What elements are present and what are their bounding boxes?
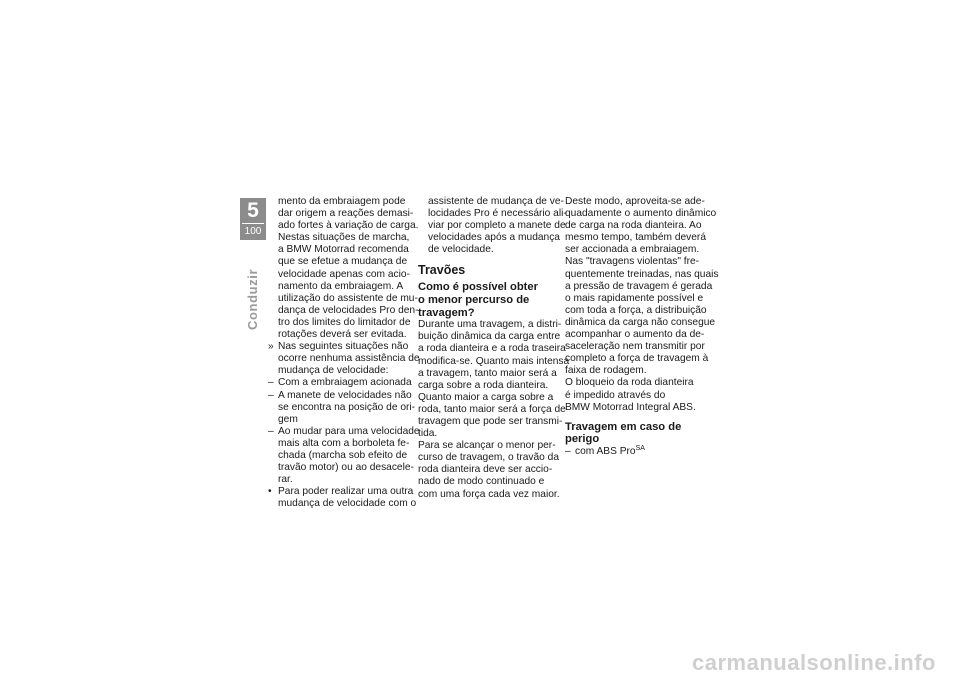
text-line: com toda a força, a distribuição <box>565 304 707 316</box>
text-line: faixa de rodagem. <box>565 365 647 377</box>
heading-line: travagem? <box>418 306 475 319</box>
intro-paragraph <box>268 196 419 341</box>
text-line: gem <box>278 413 298 425</box>
text-line: dinâmica da carga não consegue <box>565 316 716 328</box>
text-line: Durante uma travagem, a distri- <box>418 319 562 331</box>
text-line: A manete de velocidades não <box>278 389 412 401</box>
subheading <box>565 421 711 446</box>
text-line: ocorre nenhuma assistência de <box>278 353 420 365</box>
text-line: que se efetue a mudança de <box>278 256 408 268</box>
text-line: é impedido através do <box>565 389 666 401</box>
text-line: Quanto maior a carga sobre a <box>418 391 554 403</box>
section-heading: Travões <box>418 263 466 278</box>
text-line: com uma força cada vez maior. <box>418 488 560 500</box>
chapter-number: 5 <box>247 199 259 222</box>
watermark: carmanualsonline.info <box>692 650 936 675</box>
text-line: chada (marcha sob efeito de <box>278 449 408 461</box>
dash-marker: – <box>268 425 274 437</box>
chapter-divider <box>242 223 264 224</box>
text-line: dar origem a reações demasi- <box>278 208 414 220</box>
dash-marker: – <box>565 445 571 457</box>
text-line: de velocidade. <box>428 244 494 256</box>
text-line: tida. <box>418 428 438 440</box>
text-line: Nas "travagens violentas" fre- <box>565 256 700 268</box>
text-line: a travagem, tanto maior será a <box>418 367 557 379</box>
text-line: rotações deverá ser evitada. <box>278 329 407 341</box>
option-text: com ABS Pro <box>575 445 636 457</box>
text-line: travão motor) ou ao desacele- <box>278 462 414 474</box>
text-line: se encontra na posição de ori- <box>278 401 416 413</box>
body-paragraph <box>565 196 719 414</box>
text-line: quentemente treinadas, nas quais <box>565 268 719 280</box>
arrow-item <box>268 341 420 377</box>
text-line: Com a embraiagem acionada <box>278 377 412 389</box>
dash-item <box>268 425 420 486</box>
bullet-item <box>268 486 417 510</box>
heading-line: perigo <box>565 433 600 446</box>
text-line: namento da embraiagem. A <box>278 280 404 292</box>
text-line: utilização do assistente de mu- <box>278 292 418 304</box>
text-line: acompanhar o aumento da de- <box>565 329 705 341</box>
subheading <box>418 281 558 319</box>
text-line: assistente de mudança de ve- <box>428 196 564 207</box>
column-1 <box>268 196 420 510</box>
text-line: completo a força de travagem à <box>565 353 709 365</box>
text-line: modifica-se. Quanto mais intensa <box>418 355 570 367</box>
heading-line: Como é possível obter <box>418 281 538 294</box>
column-2 <box>418 196 570 501</box>
page-number: 100 <box>244 226 262 237</box>
text-line: ser accionada a embraiagem. <box>565 244 700 256</box>
text-line: velocidade apenas com acio- <box>278 268 410 280</box>
text-line: mudança de velocidade: <box>278 365 389 377</box>
heading-line: o menor percurso de <box>418 294 530 307</box>
text-line: mudança de velocidade com o <box>278 498 417 510</box>
text-line: carga sobre a roda dianteira. <box>418 379 549 391</box>
text-line: Ao mudar para uma velocidade <box>278 425 420 437</box>
text-line: a pressão de travagem é gerada <box>565 280 713 292</box>
text-line: rar. <box>278 474 293 486</box>
dash-item <box>268 377 412 389</box>
text-line: a BMW Motorrad recomenda <box>278 244 409 256</box>
bullet-marker: • <box>268 486 272 498</box>
chapter-tab <box>240 198 266 240</box>
text-line: de carga na roda dianteira. Ao <box>565 220 702 232</box>
arrow-marker: » <box>268 341 274 353</box>
text-line: roda dianteira deve ser accio- <box>418 464 553 476</box>
text-line: BMW Motorrad Integral ABS. <box>565 401 696 413</box>
text-line: roda, tanto maior será a força de <box>418 403 566 415</box>
heading-line: Travagem em caso de <box>565 420 682 433</box>
text-line: dança de velocidades Pro den- <box>278 304 419 316</box>
text-line: mesmo tempo, também deverá <box>565 232 706 244</box>
text-line: locidades Pro é necessário ali- <box>428 208 567 220</box>
text-line: Para se alcançar o menor per- <box>418 440 556 452</box>
text-line: travagem que pode ser transmi- <box>418 416 563 427</box>
continued-paragraph <box>418 196 567 256</box>
text-line: quadamente o aumento dinâmico <box>565 208 717 220</box>
text-line: viar por completo a manete de <box>428 220 566 232</box>
text-line: Nas seguintes situações não <box>278 341 409 353</box>
text-line: o mais rapidamente possível e <box>565 292 704 304</box>
dash-item <box>268 389 416 426</box>
text-line: curso de travagem, o travão da <box>418 452 560 464</box>
text-line: Nestas situações de marcha, <box>278 232 410 244</box>
text-line: Deste modo, aproveita-se ade- <box>565 196 705 207</box>
text-line: ado fortes à variação de carga. <box>278 220 419 232</box>
text-line: buição dinâmica da carga entre <box>418 331 561 343</box>
text-line: Para poder realizar uma outra <box>278 486 414 498</box>
body-paragraph <box>418 319 570 500</box>
text-line: a roda dianteira e a roda traseira <box>418 343 566 355</box>
text-line: mento da embraiagem pode <box>278 196 406 207</box>
dash-marker: – <box>268 377 274 389</box>
text-line: mais alta com a borboleta fe- <box>278 437 410 449</box>
text-line: nado de modo continuado e <box>418 476 545 488</box>
option-superscript: SA <box>635 444 645 452</box>
text-line: velocidades após a mudança <box>428 232 560 244</box>
text-line: saceleração nem transmitir por <box>565 341 705 353</box>
chapter-title: Conduzir <box>245 268 260 330</box>
column-3 <box>565 196 719 458</box>
text-line: O bloqueio da roda dianteira <box>565 377 694 389</box>
dash-item <box>565 446 711 458</box>
dash-marker: – <box>268 389 274 401</box>
text-line: tro dos limites do limitador de <box>278 316 411 328</box>
